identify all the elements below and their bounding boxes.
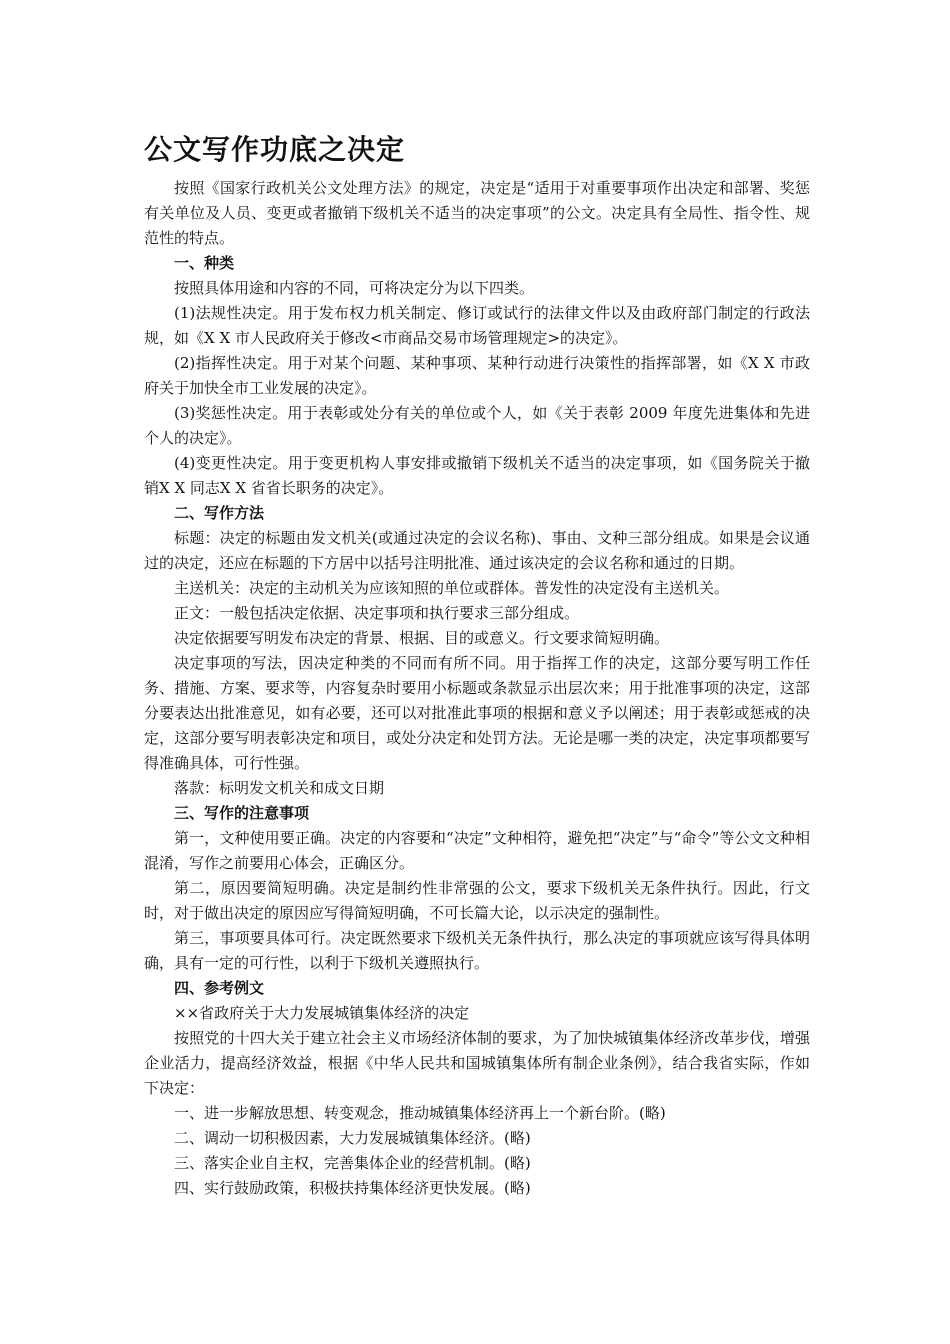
section-heading-example: 四、参考例文 [174,979,265,997]
paragraph: 按照具体用途和内容的不同，可将决定分为以下四类。 [174,279,535,297]
paragraph: 二、调动一切积极因素，大力发展城镇集体经济。(略) [174,1129,531,1147]
paragraph: 主送机关：决定的主动机关为应该知照的单位或群体。普发性的决定没有主送机关。 [174,579,730,597]
paragraph: 第三，事项要具体可行。决定既然要求下级机关无条件执行，那么决定的事项就应该写得具体明确，具有一定的可行性，以利于下级机关遵照执行。 [144,929,810,972]
paragraph: (2)指挥性决定。用于对某个问题、某种事项、某种行动进行决策性的指挥部署，如《X X 市政府关于加快全市工业发展的决定》。 [144,354,810,397]
paragraph: 决定事项的写法，因决定种类的不同而有所不同。用于指挥工作的决定，这部分要写明工作任务、措施、方案、要求等，内容复杂时要用小标题或条款显示出层次来；用于批准事项的决定，这部分要表达出批准意见，如有必要，还可以对批准此事项的根据和意义予以阐述；用于表彰或惩戒的决定，这部分要写明表彰决定和项目，或处分决定和处罚方法。无论是哪一类的决定，决定事项都要写得准确具体，可行性强。 [144,654,810,772]
section-heading-types: 一、种类 [174,254,235,272]
paragraph: (4)变更性决定。用于变更机构人事安排或撤销下级机关不适当的决定事项，如《国务院关于撤销X X 同志X X 省省长职务的决定》。 [144,454,810,497]
document-title: 公文写作功底之决定 [144,133,406,166]
section-heading-notes: 三、写作的注意事项 [174,804,310,822]
paragraph: 一、进一步解放思想、转变观念，推动城镇集体经济再上一个新台阶。(略) [174,1104,666,1122]
paragraph: 按照党的十四大关于建立社会主义市场经济体制的要求，为了加快城镇集体经济改革步伐，增强企业活力，提高经济效益，根据《中华人民共和国城镇集体所有制企业条例》，结合我省实际，作如下决定： [144,1029,810,1097]
paragraph: 落款：标明发文机关和成文日期 [174,779,385,797]
intro-paragraph: 按照《国家行政机关公文处理方法》的规定，决定是“适用于对重要事项作出决定和部署、奖惩有关单位及人员、变更或者撤销下级机关不适当的决定事项”的公文。决定具有全局性、指令性、规范性的特点。 [144,179,810,247]
paragraph: 三、落实企业自主权，完善集体企业的经营机制。(略) [174,1154,531,1172]
section-heading-writing-method: 二、写作方法 [174,504,265,522]
paragraph: 正文：一般包括决定依据、决定事项和执行要求三部分组成。 [174,604,580,622]
paragraph: 第二，原因要简短明确。决定是制约性非常强的公文，要求下级机关无条件执行。因此，行文时，对于做出决定的原因应写得简短明确，不可长篇大论，以示决定的强制性。 [144,879,810,922]
paragraph: 第一，文种使用要正确。决定的内容要和“决定”文种相符，避免把“决定”与“命令”等公文文种相混淆，写作之前要用心体会，正确区分。 [144,829,810,872]
paragraph: 决定依据要写明发布决定的背景、根据、目的或意义。行文要求简短明确。 [174,629,670,647]
paragraph: 四、实行鼓励政策，积极扶持集体经济更快发展。(略) [174,1179,531,1197]
paragraph: (1)法规性决定。用于发布权力机关制定、修订或试行的法律文件以及由政府部门制定的行政法规，如《X X 市人民政府关于修改<市商品交易市场管理规定>的决定》。 [144,304,810,347]
paragraph: (3)奖惩性决定。用于表彰或处分有关的单位或个人，如《关于表彰 2009 年度先进集体和先进个人的决定》。 [144,404,810,447]
paragraph: 标题：决定的标题由发文机关(或通过决定的会议名称)、事由、文种三部分组成。如果是会议通过的决定，还应在标题的下方居中以括号注明批准、通过该决定的会议名称和通过的日期。 [144,529,810,572]
example-title: ××省政府关于大力发展城镇集体经济的决定 [174,1004,470,1022]
